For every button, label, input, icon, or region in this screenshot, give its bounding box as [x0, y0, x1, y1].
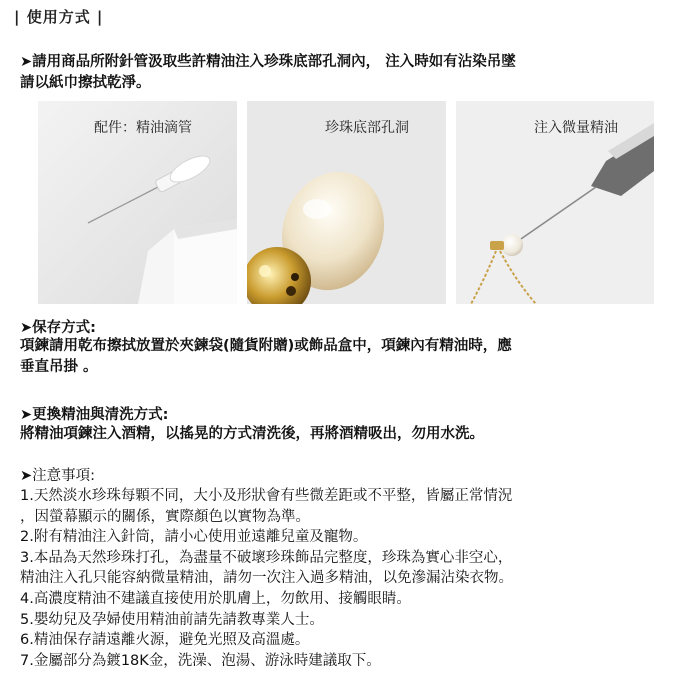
note-item: 2.附有精油注入針筒，請小心使用並遠離兒童及寵物。: [20, 529, 368, 546]
replace-body: [20, 424, 685, 445]
note-item: 3.本品為天然珍珠打孔，為盡量不破壞珍珠飾品完整度，珍珠為實心非空心，: [20, 549, 513, 566]
usage-photos: [38, 101, 654, 304]
intro-line: 請以紙巾擦拭乾淨。: [20, 75, 151, 91]
notes-list: [20, 486, 690, 671]
photo-caption: 珍珠底部孔洞: [325, 120, 409, 136]
replace-line: 將精油項鍊注入酒精，以搖晃的方式清洗後，再將酒精吸出，勿用水洗。: [20, 426, 484, 442]
note-item: 5.嬰幼兒及孕婦使用精油前請先請教專業人士。: [20, 611, 324, 628]
storage-title: ➤保存方式:: [20, 320, 96, 336]
replace-title: ➤更換精油與清洗方式:: [20, 407, 169, 423]
section-header: | 使用方式 |: [14, 8, 104, 26]
note-item: 精油注入孔只能容納微量精油，請勿一次注入過多精油，以免滲漏沾染衣物。: [20, 570, 513, 587]
storage-line: 垂直吊掛 。: [20, 359, 98, 375]
note-item: 4.高濃度精油不建議直接使用於肌膚上，勿飲用、接觸眼睛。: [20, 590, 411, 607]
photo-dropper: [38, 101, 237, 304]
photo-injecting: [456, 101, 654, 304]
note-item: 1.天然淡水珍珠每顆不同，大小及形狀會有些微差距或不平整，皆屬正常情況: [20, 488, 513, 504]
storage-body: [20, 336, 685, 378]
intro-line: ➤請用商品所附針管汲取些許精油注入珍珠底部孔洞內， 注入時如有沾染吊墜: [20, 54, 516, 70]
photo-caption: 注入微量精油: [534, 120, 618, 136]
photo-pearl-hole: [247, 101, 446, 304]
storage-line: 項鍊請用乾布擦拭放置於夾鍊袋(隨貨附贈)或飾品盒中，項鍊內有精油時，應: [20, 338, 512, 354]
note-item: 6.精油保存請遠離火源，避免光照及高溫處。: [20, 632, 310, 649]
photo-caption: 配件：精油滴管: [94, 120, 192, 136]
usage-intro: [20, 52, 685, 94]
note-item: 7.金屬部分為鍍18K金，洗澡、泡湯、游泳時建議取下。: [20, 652, 381, 669]
notes-title: ➤注意事項:: [20, 468, 96, 484]
note-item: ，因螢幕顯示的關係，實際顏色以實物為準。: [20, 508, 310, 525]
